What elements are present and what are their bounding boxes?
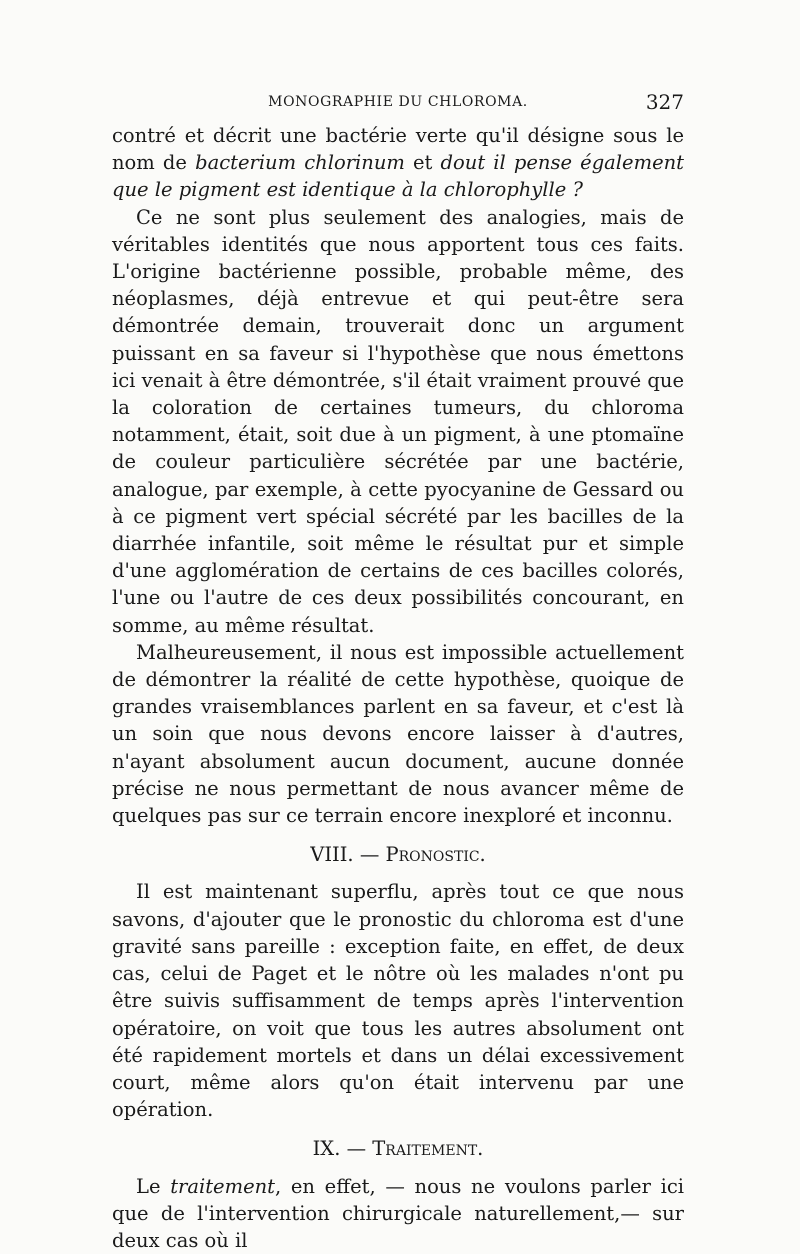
page-number: 327 [645,90,684,114]
text-run: , en effet, — nous ne voulons parler ici que de l'intervention chirurgicale naturellement,— sur deux cas où il [112,1174,684,1252]
paragraph: Il est maintenant superflu, après tout ce que nous savons, d'ajouter que le pronostic du chloroma est d'une gravité sans pareille : exception faite, en effet, de deux cas, celui de Paget et le nôtre où les malades n'ont pu être suivis suffisamment de temps après l'intervention opératoire, on voit que tous les autres absolument ont été rapidement mortels et dans un délai excessivement court, même alors qu'on était intervenu par une opération. [112,880,684,1122]
paragraph-continuation [112,122,684,204]
paragraph [112,1173,684,1254]
text-run: et [404,151,441,175]
text-run: contré et décrit une bactérie verte qu'il désigne sous le nom de [112,124,684,175]
text-run: Le [136,1174,171,1198]
section-heading-pronostic: VIII. — Pronostic. [310,843,486,867]
running-title: MONOGRAPHIE DU CHLOROMA. [268,94,528,110]
italic-text-run: dout il pense également que le pigment est identique à la chlorophylle ? [112,151,685,202]
italic-term: traitement [170,1174,276,1198]
running-header [112,92,684,114]
italic-species-name: bacterium chlorinum [195,151,405,175]
page-body [112,122,684,1254]
paragraph: Malheureusement, il nous est impossible actuellement de démontrer la réalité de cette hypothèse, quoique de grandes vraisemblances parlent en sa faveur, et c'est là un soin que nous devons encore laisser à d'autres, n'ayant absolument aucun document, aucune donnée précise ne nous permettant de nous avancer même de quelques pas sur ce terrain encore inexploré et inconnu. [112,640,684,828]
paragraph: Ce ne sont plus seulement des analogies, mais de véritables identités que nous apportent tous ces faits. L'origine bactérienne possible, probable même, des néoplasmes, déjà entrevue et qui peut-être sera démontrée demain, trouverait donc un argument puissant en sa faveur si l'hypothèse que nous émettons ici venait à être démontrée, s'il était vraiment prouvé que la coloration de certaines tumeurs, du chloroma notamment, était, soit due à un pigment, à une ptomaïne de couleur particulière sécrétée par une bactérie, analogue, par exemple, à cette pyocyanine de Gessard ou à ce pigment vert spécial sécrété par les bacilles de la diarrhée infantile, soit même le résultat pur et simple d'une agglomération de certains de ces bacilles colorés, l'une ou l'autre de ces deux possibilités concourant, en somme, au même résultat. [112,205,684,637]
section-heading-traitement: IX. — Traitement. [312,1137,484,1161]
